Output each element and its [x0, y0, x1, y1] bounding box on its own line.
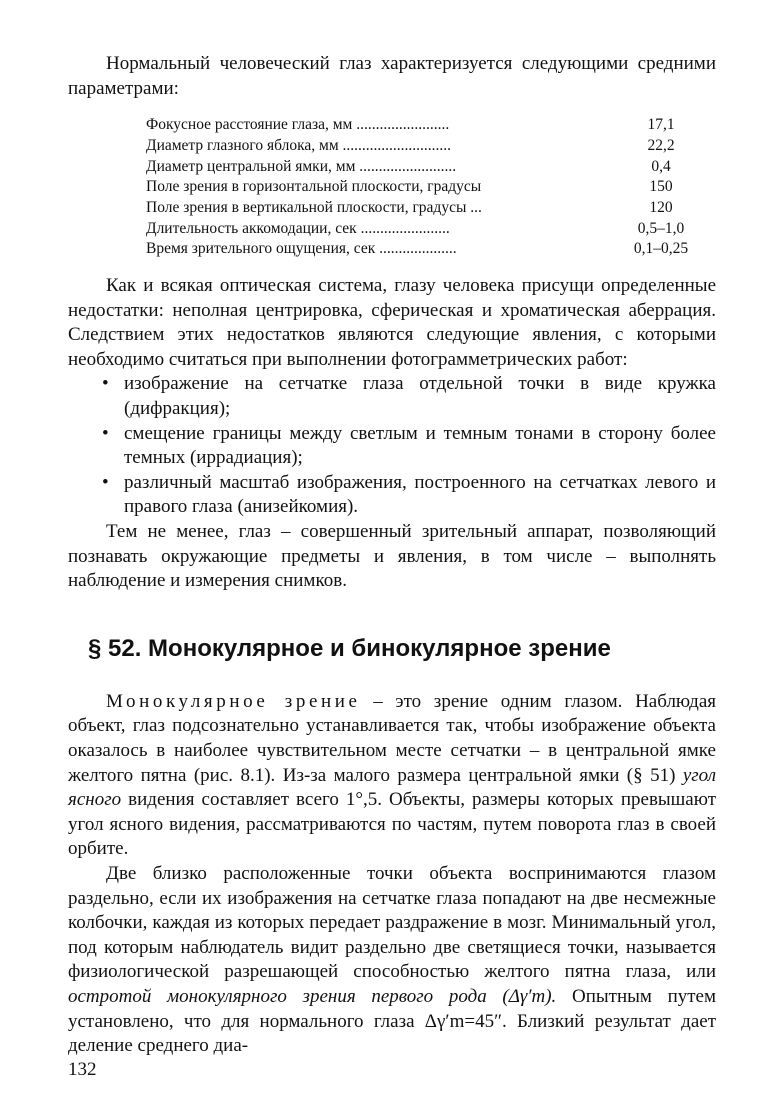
defects-list — [68, 372, 716, 520]
term-monocular: Монокулярное зрение — [106, 690, 361, 712]
monocular-paragraph — [68, 690, 716, 862]
monocular-text-2: видения составляет всего 1°,5. Объекты, размеры которых превышают угол ясного видения, рассматриваются по частям, путем поворота глаз в своей орбите. — [68, 789, 716, 860]
param-row — [146, 177, 706, 198]
param-value: 0,5–1,0 — [637, 219, 685, 237]
param-label: Диаметр глазного яблока, мм ............................ — [146, 136, 452, 154]
param-value: 120 — [649, 199, 673, 216]
list-item: • смещение границы между светлым и темным тонами в сторону более темных (иррадиация); — [68, 422, 716, 471]
two-points-text-1: Две близко расположенные точки объекта воспринимаются глазом раздельно, если их изображения на сетчатке глаза попадают на две несмежные колбочки, каждая из которых передает раздражение в мозг. Минимальный угол, под которым наблюдатель видит раздельно две светящиеся точки, называется физиологической разрешающей способностью желтого пятна глаза, или — [68, 862, 716, 983]
eye-parameters-table — [146, 115, 706, 260]
param-label: Длительность аккомодации, сек ....................... — [146, 219, 450, 237]
param-value: 22,2 — [647, 136, 675, 154]
param-row — [146, 198, 706, 219]
param-row — [146, 115, 706, 136]
param-row — [146, 157, 706, 178]
intro-paragraph: Нормальный человеческий глаз характеризуется следующими средними параметрами: — [68, 53, 716, 99]
page-number: 132 — [68, 1059, 97, 1080]
page-content — [68, 52, 716, 1059]
param-row — [146, 219, 706, 240]
param-label: Время зрительного ощущения, сек .................... — [146, 240, 457, 258]
param-row — [146, 239, 706, 260]
param-label: Фокусное расстояние глаза, мм ........................ — [146, 116, 450, 134]
param-label: Поле зрения в горизонтальной плоскости, градусы — [146, 178, 482, 196]
list-item: • изображение на сетчатке глаза отдельной точки в виде кружка (дифракция); — [68, 372, 716, 421]
param-label: Диаметр центральной ямки, мм ......................... — [146, 157, 457, 175]
param-value: 17,1 — [647, 116, 675, 134]
two-points-paragraph — [68, 862, 716, 1059]
list-item: • различный масштаб изображения, построенного на сетчатках левого и правого глаза (анизейкомия). — [68, 471, 716, 520]
section-heading: § 52. Монокулярное и бинокулярное зрение — [88, 634, 611, 662]
italic-term: угол ясного — [68, 764, 716, 811]
param-value: 150 — [649, 178, 673, 196]
param-value: 0,4 — [651, 157, 671, 175]
two-points-text-2: Опытным путем установлено, что для нормального глаза Δγ′m=45″. Близкий результат дает деление среднего диа- — [68, 985, 717, 1057]
monocular-text-1: – это зрение одним глазом. Наблюдая объект, глаз подсознательно устанавливается так, чтобы изображение объекта оказалось в наиболее чувствительном месте сетчатки – в центральной ямке желтого пятна (рис. 8.1). Из-за малого размера центральной ямки (§ 51) — [68, 690, 716, 786]
param-label: Поле зрения в вертикальной плоскости, градусы ... — [146, 199, 482, 216]
however-paragraph: Тем не менее, глаз – совершенный зрительный аппарат, позволяющий познавать окружающие предметы и явления, в том числе – выполнять наблюдение и измерения снимков. — [68, 521, 716, 592]
defects-paragraph: Как и всякая оптическая система, глазу человека присущи определенные недостатки: неполная центрировка, сферическая и хроматическая аберрация. Следствием этих недостатков являются следующие явления, с которыми необходимо считаться при выполнении фотограмметрических работ: — [68, 275, 716, 370]
italic-term: остротой монокулярного зрения первого рода (Δγ′m). — [68, 985, 557, 1007]
param-row — [146, 136, 706, 157]
param-value: 0,1–0,25 — [633, 240, 689, 258]
